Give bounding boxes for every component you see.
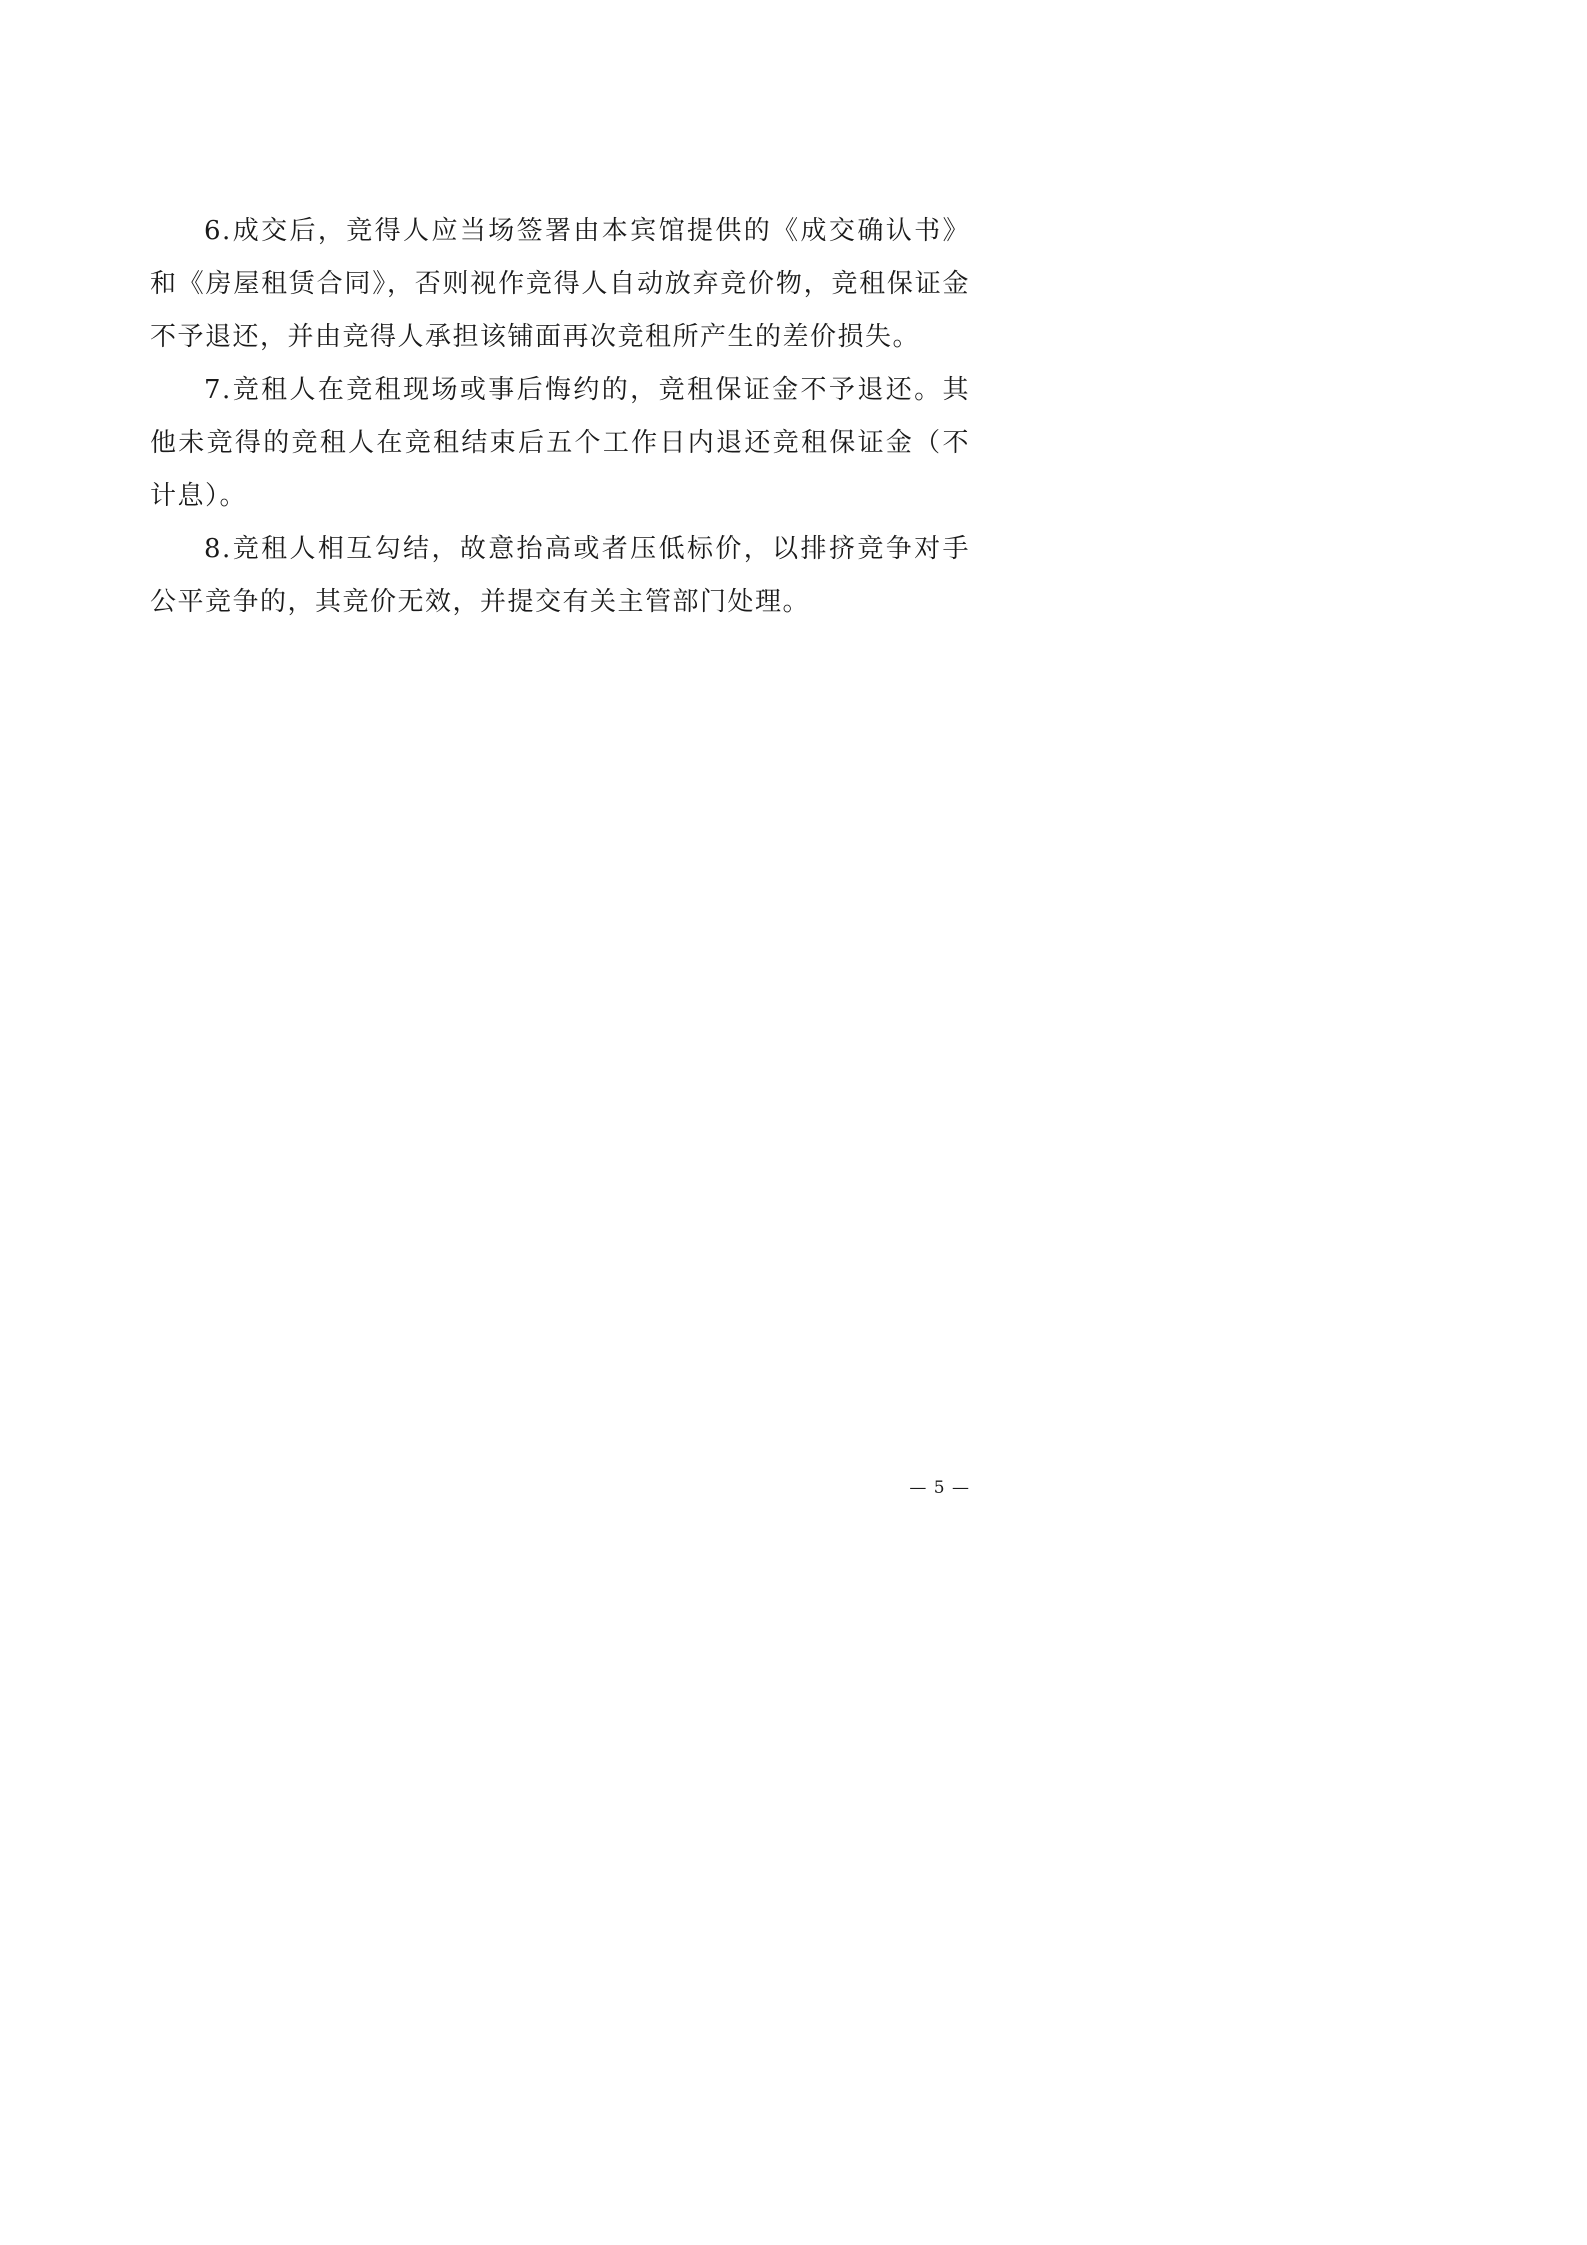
page-number: — 5 — xyxy=(909,1478,970,1498)
clause-6-paragraph: 6.成交后，竞得人应当场签署由本宾馆提供的《成交确认书》和《房屋租赁合同》，否则视作竞得人自动放弃竞价物，竞租保证金不予退还，并由竞得人承担该铺面再次竞租所产生的差价损失。 xyxy=(150,216,970,352)
document-page xyxy=(0,0,1118,1585)
document-body xyxy=(150,205,970,629)
clause-8-paragraph: 8.竞租人相互勾结，故意抬高或者压低标价，以排挤竞争对手公平竞争的，其竞价无效，并提交有关主管部门处理。 xyxy=(150,534,970,617)
clause-7-paragraph: 7.竞租人在竞租现场或事后悔约的，竞租保证金不予退还。其他未竞得的竞租人在竞租结束后五个工作日内退还竞租保证金（不计息）。 xyxy=(150,375,970,511)
